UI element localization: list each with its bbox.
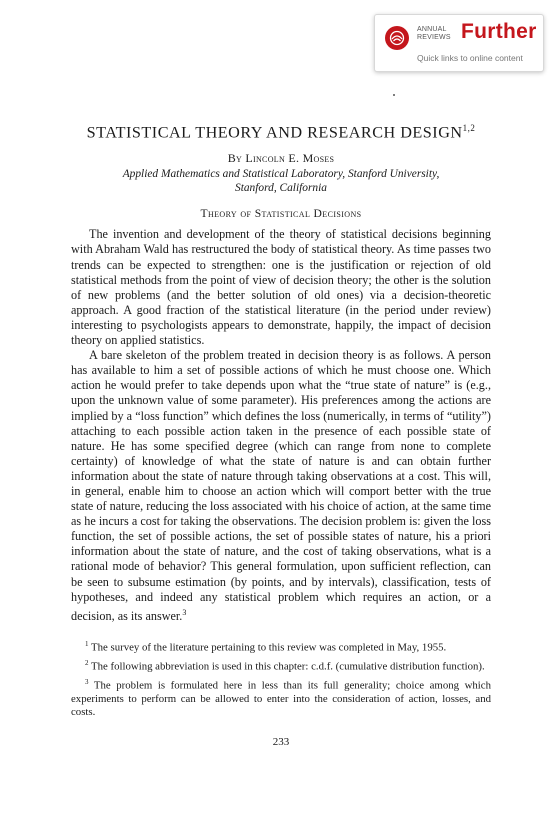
footnote-ref-3: 3 (182, 607, 187, 617)
badge-brand-line2: REVIEWS (417, 34, 451, 41)
footnote-2 (71, 657, 491, 674)
footnote-1-text: The survey of the literature pertaining to this review was completed in May, 1955. (91, 641, 447, 654)
scan-speck (393, 94, 395, 96)
affiliation-line1: Applied Mathematics and Statistical Laboratory, Stanford University, (122, 168, 440, 181)
badge-brand-line1: ANNUAL (417, 26, 447, 33)
article-author: By Lincoln E. Moses (227, 151, 335, 166)
footnote-2-text: The following abbreviation is used in this chapter: c.d.f. (cumulative distribution function). (91, 660, 485, 673)
section-heading: Theory of Statistical Decisions (200, 207, 362, 221)
badge-brand (417, 26, 451, 42)
footnote-2-mark: 2 (85, 658, 89, 667)
footnote-1 (71, 638, 491, 655)
page-number: 233 (272, 735, 290, 748)
author-affiliation (71, 167, 491, 195)
footnote-1-mark: 1 (85, 639, 89, 648)
footnotes (71, 638, 491, 720)
affiliation-line2: Stanford, California (235, 182, 327, 195)
title-footnote-marks: 1,2 (462, 123, 476, 133)
badge-subtitle[interactable]: Quick links to online content (417, 53, 523, 63)
body-paragraph-1: The invention and development of the theory of statistical decisions beginning with Abraham Wald has restructured the body of statistical theory. As time passes two trends can be expected to strengthen: one is the justification or rejection of old statistical methods from the point of view of decision theory; the other is the solution of new problems (and the better solution of old ones) via a decision-theoretic approach. A good fraction of the statistical literature (in the period under review) interesting to psychologists appears to demonstrate, happily, the impact of decision theory on applied statistics. (71, 227, 491, 348)
footnote-3-mark: 3 (85, 677, 89, 686)
badge-title[interactable]: Further (461, 20, 537, 43)
article-title (71, 118, 491, 142)
annual-reviews-logo-icon (385, 26, 409, 50)
article-title-text: STATISTICAL THEORY AND RESEARCH DESIGN (86, 123, 463, 142)
footnote-3-text: The problem is formulated here in less than its full generality; choice among which experiments to perform can be allowed to enter into the consideration of action, losses, and costs. (71, 679, 491, 719)
article-body (71, 227, 491, 624)
footnote-3 (71, 676, 491, 720)
further-badge[interactable] (374, 14, 544, 72)
body-paragraph-2 (71, 348, 491, 624)
article-page (71, 118, 491, 748)
body-paragraph-2-text: A bare skeleton of the problem treated in decision theory is as follows. A person has available to him a set of possible actions of which he must choose one. Which action he would prefer to take depends upon what the “true state of nature” is (e.g., upon the unknown value of some parameter). His preferences among the actions are implied by a “loss function” which defines the loss (numerically, in terms of “utility”) attaching to each possible action taken in the presence of each possible state of nature. He has some specified degree (which can range from none to complete certainty) of knowledge of what the state of nature is and can obtain further information about the state of nature through taking observations at a cost. This will, in general, enable him to choose an action which will comport better with the true state of nature, reducing the loss associated with his choice of action, at the same time as he incurs a cost for taking the observations. The decision problem is: given the loss function, the set of possible actions, the set of possible states of nature, his a priori information about the state of nature, and the cost of taking observations, what is a rational mode of behavior? This general formulation, upon sufficient reflection, can be seen to subsume estimation (by points, and by intervals), classification, tests of hypotheses, and indeed any statistical problem which requires an action, or a decision, as its answer. (71, 348, 491, 623)
